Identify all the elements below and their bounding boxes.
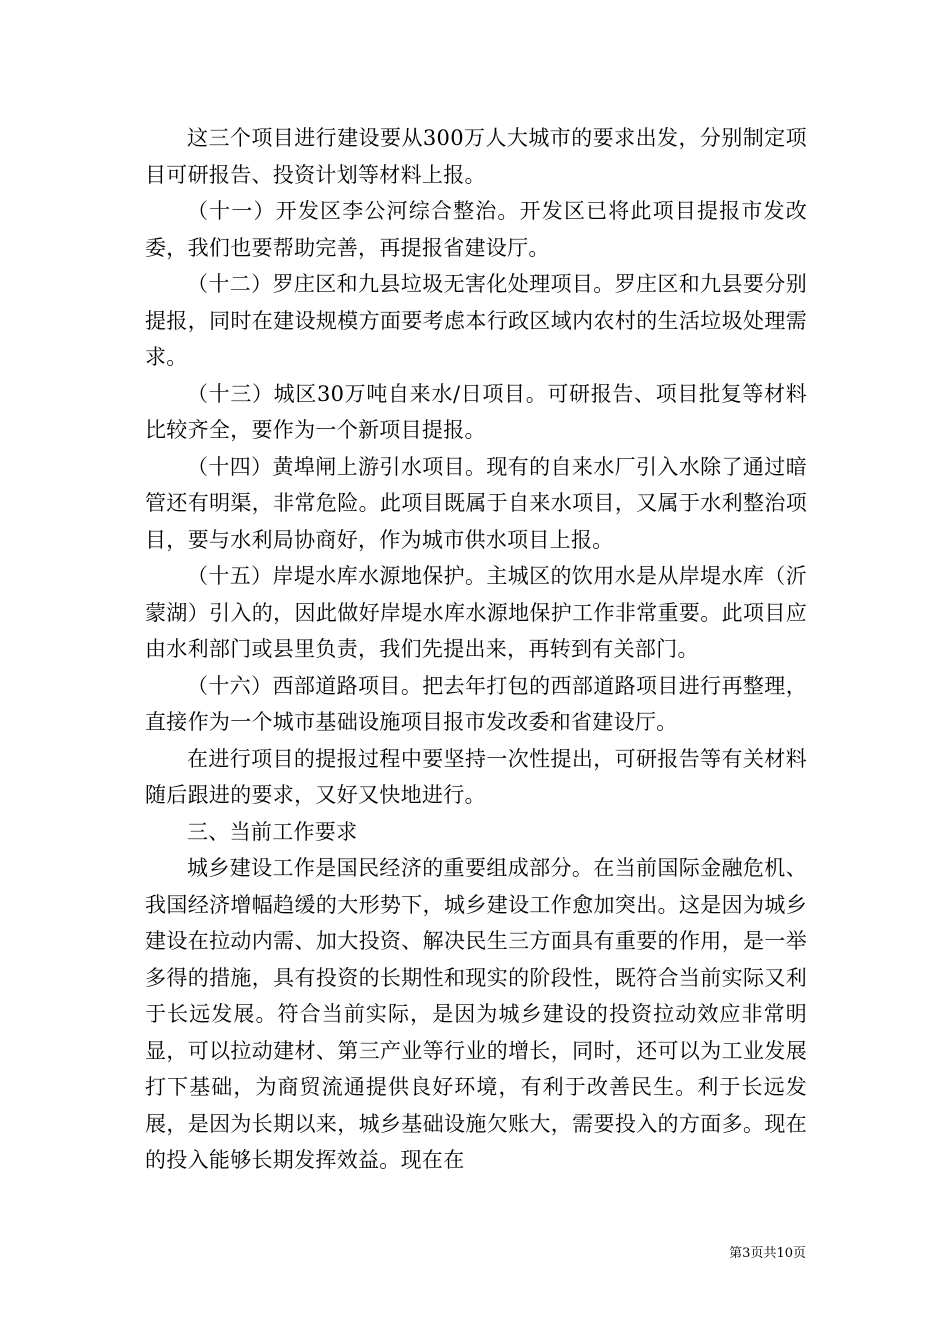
section-heading-current-requirements: 三、当前工作要求 — [187, 819, 358, 844]
paragraph-item-15: （十五）岸堤水库水源地保护。主城区的饮用水是从岸堤水库（沂蒙湖）引入的，因此做好岸堤水库水源地保护工作非常重要。此项目应由水利部门或县里负责，我们先提出来，再转到有关部门。 — [145, 564, 807, 661]
paragraph-submission-process: 在进行项目的提报过程中要坚持一次性提出，可研报告等有关材料随后跟进的要求，又好又快地进行。 — [145, 746, 807, 807]
paragraph-item-14: （十四）黄埠闸上游引水项目。现有的自来水厂引入水除了通过暗管还有明渠，非常危险。此项目既属于自来水项目，又属于水利整治项目，要与水利局协商好，作为城市供水项目上报。 — [145, 454, 807, 552]
paragraph-item-16: （十六）西部道路项目。把去年打包的西部道路项目进行再整理，直接作为一个城市基础设施项目报市发改委和省建设厅。 — [145, 673, 807, 734]
document-body — [145, 120, 807, 1179]
paragraph-projects-requirement: 这三个项目进行建设要从300万人大城市的要求出发，分别制定项目可研报告、投资计划等材料上报。 — [145, 126, 807, 187]
paragraph-item-12: （十二）罗庄区和九县垃圾无害化处理项目。罗庄区和九县要分别提报，同时在建设规模方面要考虑本行政区域内农村的生活垃圾处理需求。 — [145, 272, 807, 369]
paragraph-item-13: （十三）城区30万吨自来水/日项目。可研报告、项目批复等材料比较齐全，要作为一个新项目提报。 — [145, 381, 807, 442]
paragraph-urban-rural-construction: 城乡建设工作是国民经济的重要组成部分。在当前国际金融危机、我国经济增幅趋缓的大形势下，城乡建设工作愈加突出。这是因为城乡建设在拉动内需、加大投资、解决民生三方面具有重要的作用，是一举多得的措施，具有投资的长期性和现实的阶段性，既符合当前实际又利于长远发展。符合当前实际，是因为城乡建设的投资拉动效应非常明显，可以拉动建材、第三产业等行业的增长，同时，还可以为工业发展打下基础，为商贸流通提供良好环境，有利于改善民生。利于长远发展，是因为长期以来，城乡基础设施欠账大，需要投入的方面多。现在的投入能够长期发挥效益。现在在 — [145, 856, 807, 1172]
page-number-footer: 第3页共10页 — [729, 1246, 806, 1261]
paragraph-item-11: （十一）开发区李公河综合整治。开发区已将此项目提报市发改委，我们也要帮助完善，再提报省建设厅。 — [145, 199, 807, 260]
